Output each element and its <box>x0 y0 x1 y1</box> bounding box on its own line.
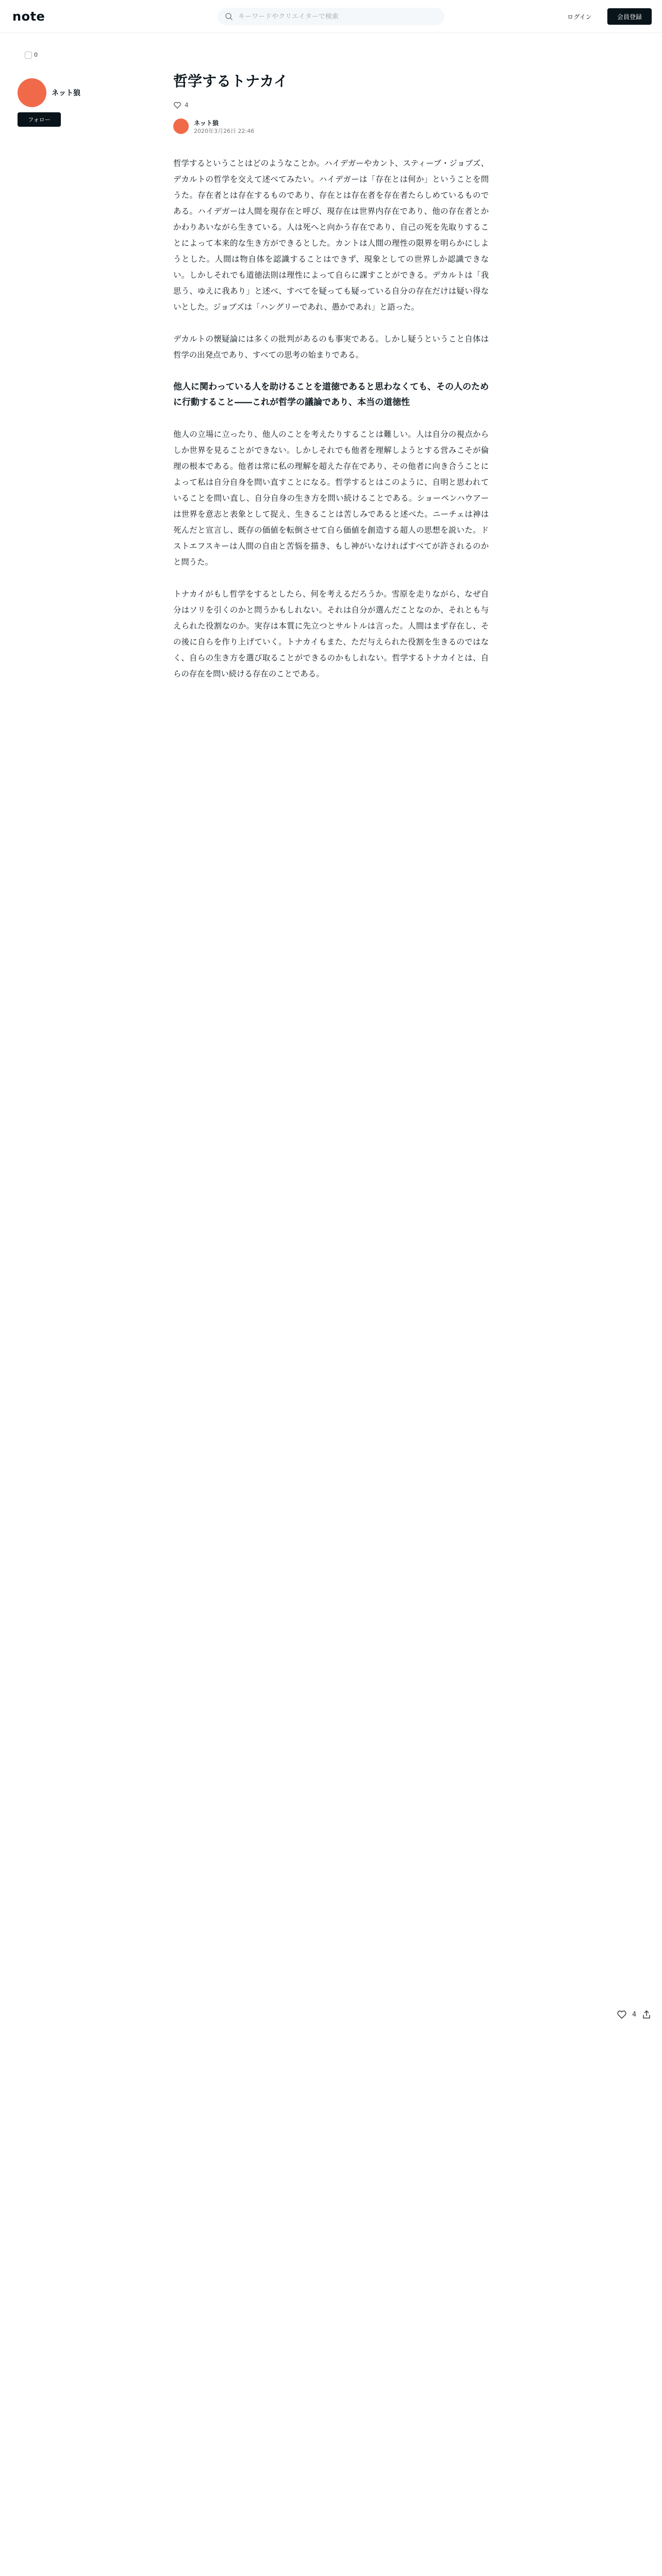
body-paragraph: 哲学するということはどのようなことか。ハイデガーやカント、スティーブ・ジョブズ、デカルトの哲学を交えて述べてみたい。ハイデガーは「存在とは何か」ということを問うた。存在者とは存在するものであり、存在とは存在者を存在者たらしめているものである。ハイデガーは人間を現存在と呼び、現存在は世界内存在であり、他の存在者とかかわりあいながら生きている。人は死へと向かう存在であり、自己の死を先取りすることによって本来的な生き方ができるとした。カントは人間の理性の限界を明らかにしようとした。人間は物自体を認識することはできず、現象としての世界しか認識できない。しかしそれでも道徳法則は理性によって自らに課すことができる。デカルトは「我思う、ゆえに我あり」と述べ、すべてを疑っても疑っている自分の存在だけは疑い得ないとした。ジョブズは「ハングリーであれ、愚かであれ」と語った。 <box>173 159 489 312</box>
follow-button[interactable]: フォロー <box>18 112 61 127</box>
heart-icon[interactable] <box>617 2009 627 2020</box>
like-count: 4 <box>632 2010 637 2019</box>
magazine-count-label: 0 <box>34 52 38 58</box>
article <box>173 72 489 698</box>
magazine-icon <box>25 52 32 59</box>
share-icon[interactable] <box>641 2009 652 2020</box>
search-icon <box>225 12 233 21</box>
body-paragraph: デカルトの懐疑論には多くの批判があるのも事実である。しかし疑うということ自体は哲学の出発点であり、すべての思考の始まりである。 <box>173 334 489 360</box>
author-row <box>173 117 489 135</box>
section-heading: 他人に関わっている人を助けることを道徳であると思わなくても、その人のために行動すること――これが哲学の議論であり、本当の道徳性 <box>173 382 489 408</box>
search-input[interactable] <box>238 13 434 21</box>
signup-button[interactable]: 会員登録 <box>607 8 652 25</box>
like-row <box>173 100 489 110</box>
login-button[interactable]: ログイン <box>567 13 592 21</box>
creator-name[interactable]: ネット狼 <box>52 89 80 97</box>
avatar[interactable] <box>18 78 46 107</box>
body-paragraph: 他人の立場に立ったり、他人のことを考えたりすることは難しい。人は自分の視点からしか世界を見ることができない。しかしそれでも他者を理解しようとする営みこそが倫理の根本である。他者は常に私の理解を超えた存在であり、その他者に向き合うことによって私は自分自身を問い直すことになる。哲学するとはこのように、自明と思われていることを問い直し、自分自身の生き方を問い続けることである。ショーペンハウアーは世界を意志と表象として捉え、生きることは苦しみであると述べた。ニーチェは神は死んだと宣言し、既存の価値を転倒させて自ら価値を創造する超人の思想を説いた。ドストエフスキーは人間の自由と苦悩を描き、もし神がいなければすべてが許されるのかと問うた。 <box>173 430 489 567</box>
heart-icon[interactable] <box>173 101 181 109</box>
top-header <box>0 0 662 33</box>
search-box[interactable] <box>218 8 444 25</box>
like-count: 4 <box>185 101 189 109</box>
author-name[interactable]: ネット狼 <box>194 120 219 127</box>
body-paragraph: トナカイがもし哲学をするとしたら、何を考えるだろうか。雪原を走りながら、なぜ自分はソリを引くのかと問うかもしれない。それは自分が選んだことなのか、それとも与えられた役割なのか。実存は本質に先立つとサルトルは言った。人間はまず存在し、その後に自らを作り上げていく。トナカイもまた、ただ与えられた役割を生きるのではなく、自らの生き方を選び取ることができるのかもしれない。哲学するトナカイとは、自らの存在を問い続ける存在のことである。 <box>173 589 489 679</box>
floating-actions <box>617 2009 652 2020</box>
author-avatar[interactable] <box>173 118 189 134</box>
published-date: 2020年3月26日 22:46 <box>194 128 255 135</box>
article-title: 哲学するトナカイ <box>173 73 288 90</box>
note-logo[interactable]: note <box>12 9 45 24</box>
magazine-count[interactable] <box>25 52 38 59</box>
article-body <box>173 156 489 682</box>
